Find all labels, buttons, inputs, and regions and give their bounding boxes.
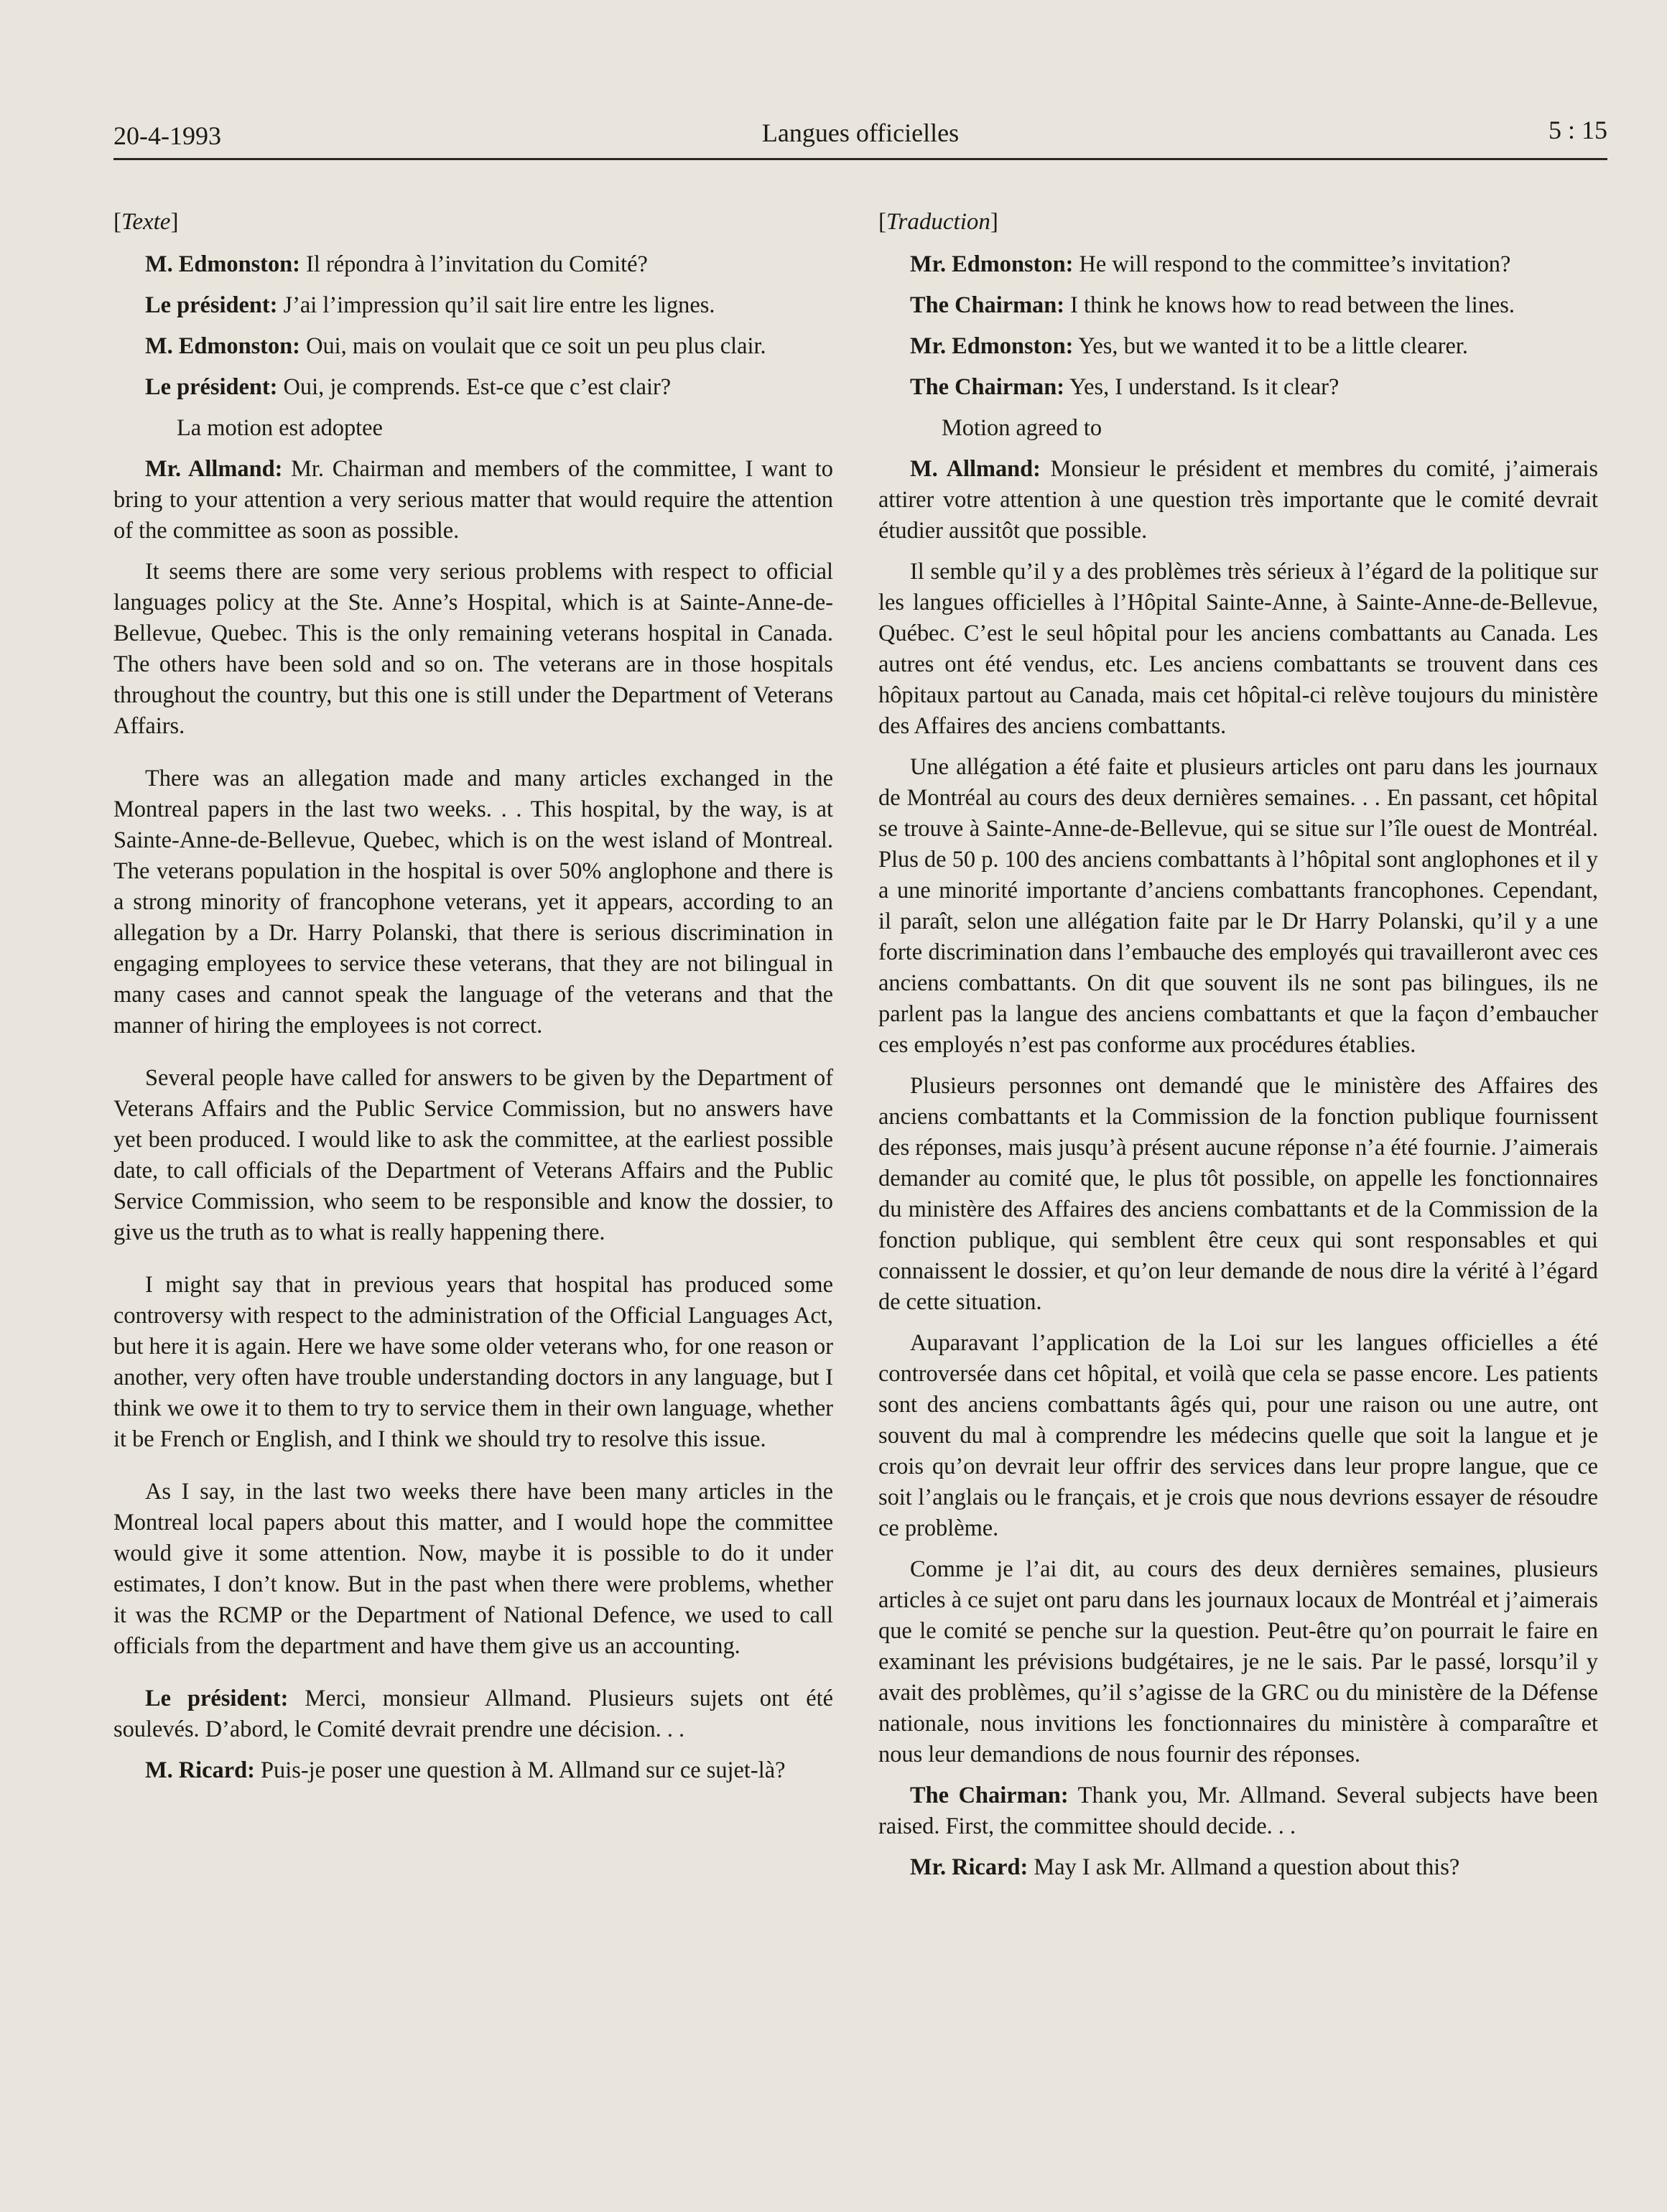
speaker-name: The Chairman: [910,292,1065,318]
speech-paragraph: Le président: Merci, monsieur Allmand. Plusieurs sujets ont été soulevés. D’abord, le Comité devrait prendre une décision. . . [113,1686,833,1742]
speech-paragraph: M. Allmand: Monsieur le président et membres du comité, j’aimerais attirer votre attention à une question très importante que le comité devrait étudier aussitôt que possible. [878,456,1598,544]
speech-paragraph: The Chairman: I think he knows how to read between the lines. [910,292,1515,318]
body-paragraph: It seems there are some very serious problems with respect to official languages policy at the Ste. Anne’s Hospital, which is at Sainte-Anne-de-Bellevue, Quebec. This is the only remaining veterans hospital in Canada. The others have been sold and so on. The veterans are in those hospitals throughout the country, but this one is still under the Department of Veterans Affairs. [113,559,833,739]
header-date: 20-4-1993 [113,121,221,150]
speech-paragraph: Le président: Oui, je comprends. Est-ce que c’est clair? [145,374,672,400]
body-paragraph: Une allégation a été faite et plusieurs articles ont paru dans les journaux de Montréal au cours des deux dernières semaines. . . En passant, cet hôpital se trouve à Sainte-Anne-de-Bellevue, qui se situe sur l’île ouest de Montréal. Plus de 50 p. 100 des anciens combattants à l’hôpital sont anglophones et il y a une minorité importante d’anciens combattants francophones. Cependant, il paraît, selon une allégation faite par le Dr Harry Polanski, qu’il y a une forte discrimination dans l’embauche des employés qui travailleront avec ces anciens combattants. On dit que souvent ils ne sont pas bilingues, ils ne parlent pas la langue des anciens combattants et que la façon d’embaucher ces employés n’est pas conforme aux procédures établies. [878,754,1598,1058]
speech-paragraph: Mr. Ricard: May I ask Mr. Allmand a question about this? [910,1854,1460,1880]
speaker-name: M. Ricard: [145,1757,255,1783]
speaker-name: Mr. Ricard: [910,1854,1028,1880]
speaker-name: The Chairman: [910,1783,1069,1808]
section-label-traduction: [Traduction] [878,209,998,235]
speaker-name: M. Edmonston: [145,333,300,359]
body-paragraph: Auparavant l’application de la Loi sur les langues officielles a été controversée dans cet hôpital, et voilà que cela se passe encore. Les patients sont des anciens combattants âgés qui, pour une raison ou une autre, ont souvent du mal à comprendre les médecins quelle que soit la langue et je crois qu’on devrait leur offrir des services dans leur propre langue, que ce soit l’anglais ou le français, et je crois que nous devrions essayer de résoudre ce problème. [878,1330,1598,1541]
speaker-name: Le président: [145,1686,289,1711]
speech-paragraph: Mr. Edmonston: Yes, but we wanted it to be a little clearer. [910,333,1468,359]
motion-result: La motion est adoptee [177,415,383,441]
body-paragraph: As I say, in the last two weeks there have been many articles in the Montreal local papers about this matter, and I would hope the committee would give it some attention. Now, maybe it is possible to do it under estimates, I don’t know. But in the past when there were problems, whether it was the RCMP or the Department of National Defence, we used to call officials from the department and have them give us an accounting. [113,1479,833,1659]
speech-paragraph: M. Edmonston: Oui, mais on voulait que ce soit un peu plus clair. [145,333,766,359]
speech-paragraph: Mr. Edmonston: He will respond to the committee’s invitation? [910,251,1511,277]
speech-paragraph: Le président: J’ai l’impression qu’il sait lire entre les lignes. [145,292,715,318]
running-header [113,115,1607,160]
speech-paragraph: Mr. Allmand: Mr. Chairman and members of the committee, I want to bring to your attention a very serious matter that would require the attention of the committee as soon as possible. [113,456,833,544]
speaker-name: Le président: [145,292,278,318]
speaker-name: Le président: [145,374,278,400]
motion-result: Motion agreed to [942,415,1102,441]
speech-paragraph: The Chairman: Yes, I understand. Is it clear? [910,374,1339,400]
header-title: Langues officielles [761,118,960,147]
speaker-name: M. Allmand: [910,456,1041,482]
body-paragraph: Comme je l’ai dit, au cours des deux dernières semaines, plusieurs articles à ce sujet ont paru dans les journaux locaux de Montréal et j’aimerais que le comité se penche sur la question. Peut-être qu’on pourrait le faire en examinant les prévisions budgétaires, je ne le sais. Par le passé, lorsqu’il y avait des problèmes, qu’il s’agisse de la GRC ou du ministère de la Défense nationale, nous invitions les fonctionnaires du ministère à comparaître et nous leur demandions de nous fournir des réponses. [878,1556,1598,1767]
section-label-texte: [Texte] [113,209,179,235]
speech-paragraph: M. Ricard: Puis-je poser une question à M. Allmand sur ce sujet-là? [145,1757,786,1783]
speaker-name: The Chairman: [910,374,1065,400]
body-paragraph: Il semble qu’il y a des problèmes très sérieux à l’égard de la politique sur les langues officielles à l’Hôpital Sainte-Anne, à Sainte-Anne-de-Bellevue, Québec. C’est le seul hôpital pour les anciens combattants au Canada. Les autres ont été vendus, etc. Les anciens combattants se trouvent dans ces hôpitaux partout au Canada, mais cet hôpital-ci relève toujours du ministère des Affaires des anciens combattants. [878,559,1598,739]
body-paragraph: Plusieurs personnes ont demandé que le ministère des Affaires des anciens combattants et la Commission de la fonction publique fournissent des réponses, mais jusqu’à présent aucune réponse n’a été fournie. J’aimerais demander au comité que, le plus tôt possible, on appelle les fonctionnaires du ministère des Affaires des anciens combattants et de la Commission de la fonction publique, qui semblent être ceux qui sont responsables et qui connaissent le dossier, et qu’on leur demande de nous dire la vérité à l’égard de cette situation. [878,1073,1598,1315]
speaker-name: Mr. Allmand: [145,456,283,482]
speaker-name: Mr. Edmonston: [910,251,1074,277]
speaker-name: M. Edmonston: [145,251,300,277]
right-column [878,207,1598,1893]
header-page-number: 5 : 15 [1548,116,1607,144]
speech-paragraph: The Chairman: Thank you, Mr. Allmand. Several subjects have been raised. First, the committee should decide. . . [878,1783,1599,1839]
left-column [113,207,833,1796]
speaker-name: Mr. Edmonston: [910,333,1074,359]
body-paragraph: There was an allegation made and many articles exchanged in the Montreal papers in the last two weeks. . . This hospital, by the way, is at Sainte-Anne-de-Bellevue, Quebec, which is on the west island of Montreal. The veterans population in the hospital is over 50% anglophone and there is a strong minority of francophone veterans, yet it appears, according to an allegation by a Dr. Harry Polanski, that there is serious discrimination in engaging employees to service these veterans, that they are not bilingual in many cases and cannot speak the language of the veterans and that the manner of hiring the employees is not correct. [113,766,833,1038]
speech-paragraph: M. Edmonston: Il répondra à l’invitation du Comité? [145,251,648,277]
body-paragraph: Several people have called for answers to be given by the Department of Veterans Affairs and the Public Service Commission, but no answers have yet been produced. I would like to ask the committee, at the earliest possible date, to call officials of the Department of Veterans Affairs and the Public Service Commission, who seem to be responsible and know the dossier, to give us the truth as to what is really happening there. [113,1065,833,1245]
body-paragraph: I might say that in previous years that hospital has produced some controversy with respect to the administration of the Official Languages Act, but here it is again. Here we have some older veterans who, for one reason or another, very often have trouble understanding doctors in any language, but I think we owe it to them to try to service them in their own language, whether it be French or English, and I think we should try to resolve this issue. [113,1272,833,1452]
